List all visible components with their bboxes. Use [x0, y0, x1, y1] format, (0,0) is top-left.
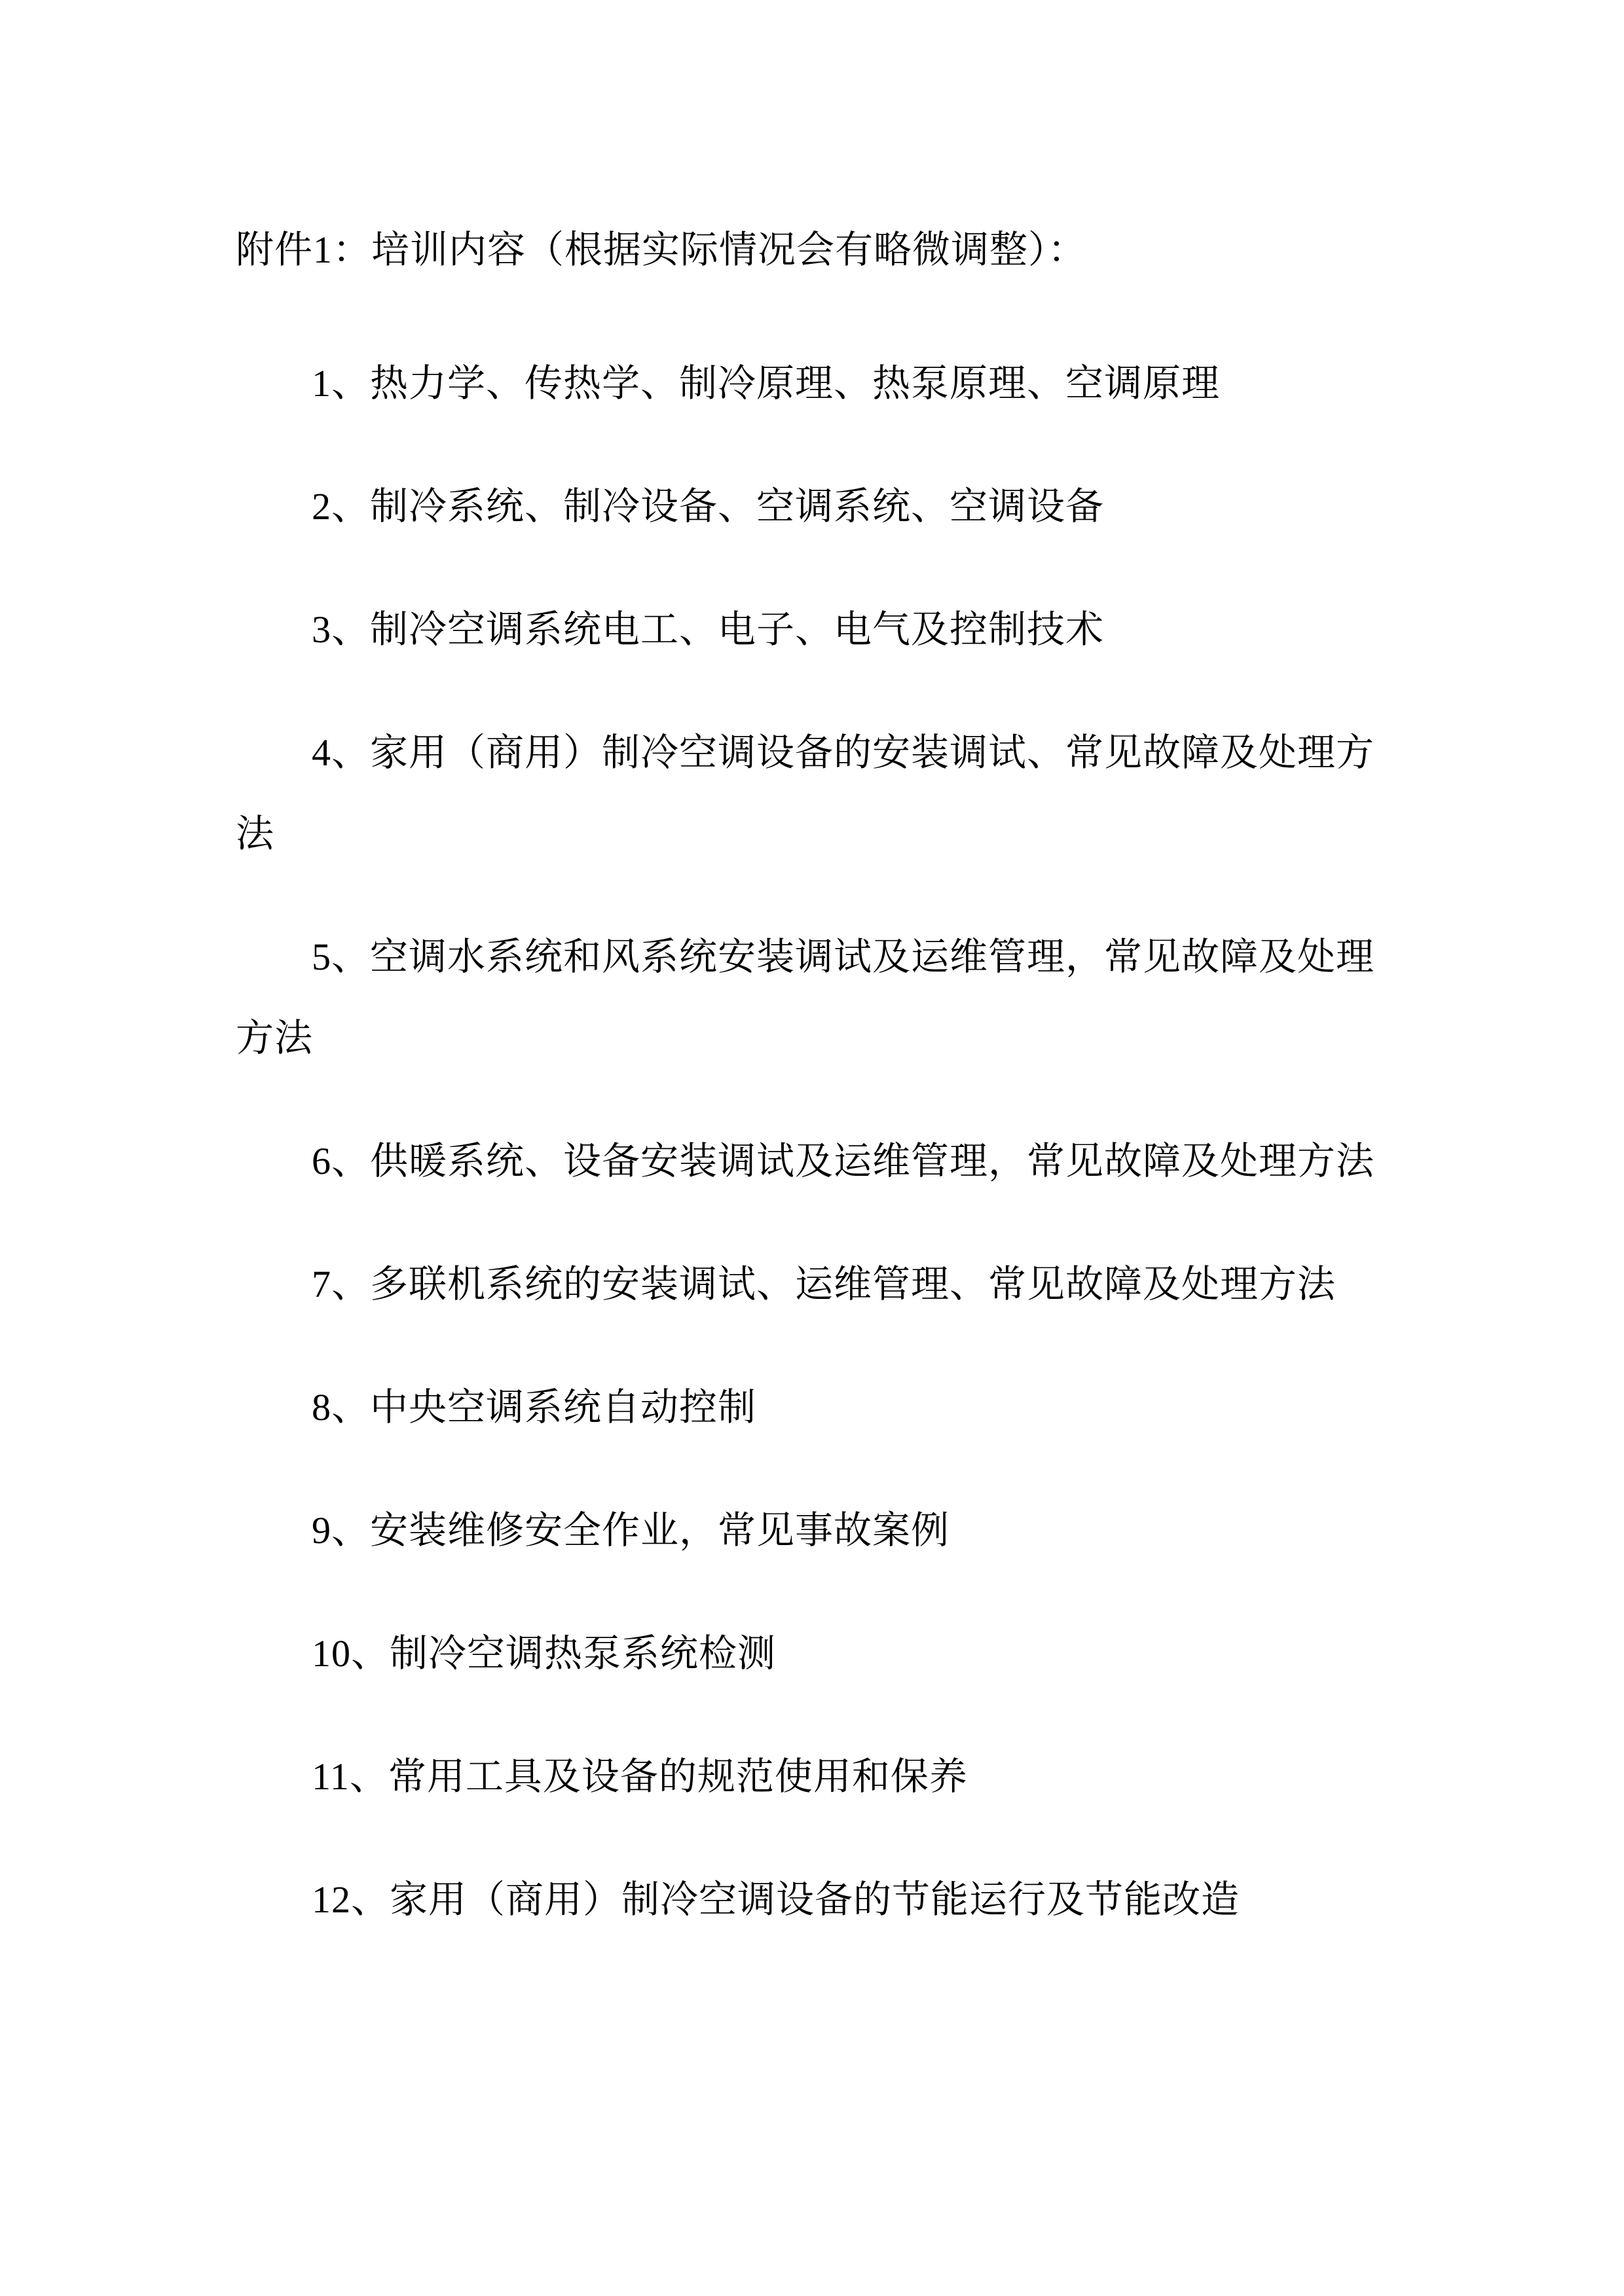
training-item-12: 12、家用（商用）制冷空调设备的节能运行及节能改造	[312, 1878, 1240, 1921]
training-item-9: 9、安装维修安全作业，常见事故案例	[312, 1509, 950, 1552]
training-item-7: 7、多联机系统的安装调试、运维管理、常见故障及处理方法	[312, 1263, 1337, 1305]
training-item-10: 10、制冷空调热泵系统检测	[312, 1632, 777, 1675]
training-item-11: 11、常用工具及设备的规范使用和保养	[312, 1755, 968, 1798]
training-item-3: 3、制冷空调系统电工、电子、电气及控制技术	[312, 608, 1105, 651]
training-item-8: 8、中央空调系统自动控制	[312, 1386, 757, 1429]
training-item-4: 4、家用（商用）制冷空调设备的安装调试、常见故障及处理方法	[236, 731, 1375, 855]
training-item-2: 2、制冷系统、制冷设备、空调系统、空调设备	[312, 485, 1105, 528]
training-item-5: 5、空调水系统和风系统安装调试及运维管理，常见故障及处理方法	[236, 936, 1375, 1059]
training-item-1: 1、热力学、传热学、制冷原理、热泵原理、空调原理	[312, 362, 1221, 405]
training-item-6: 6、供暖系统、设备安装调试及运维管理，常见故障及处理方法	[312, 1140, 1375, 1182]
attachment-title: 附件1：培训内容（根据实际情况会有略微调整）：	[236, 228, 1087, 271]
